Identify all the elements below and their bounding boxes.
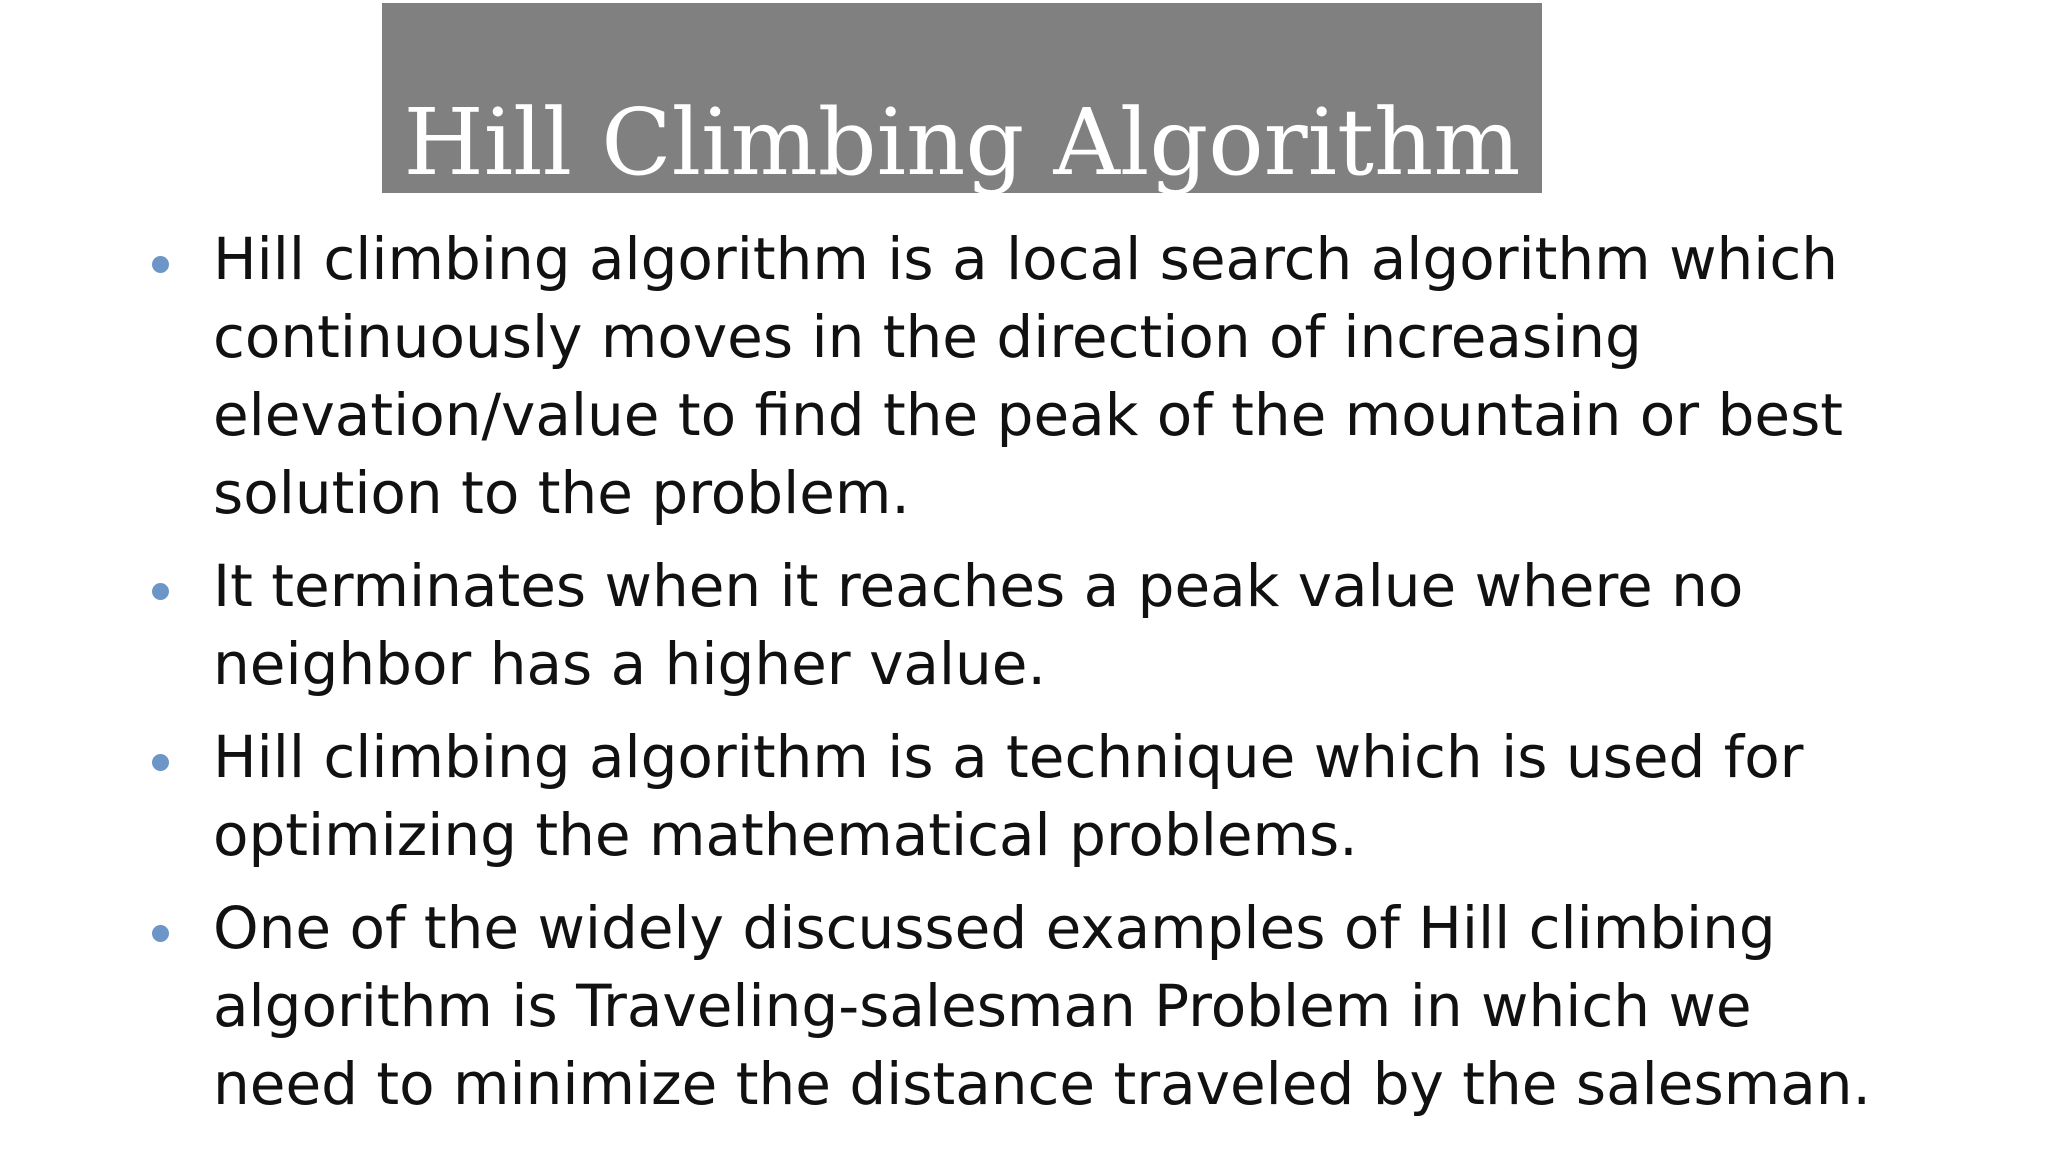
bullet-list [150, 220, 1890, 1138]
bullet-item [150, 547, 1890, 703]
bullet-item [150, 220, 1890, 532]
title-bar [382, 3, 1542, 196]
bullet-text: Hill climbing algorithm is a technique which is used for optimizing the mathematical problems. [213, 723, 1804, 869]
bullet-dot-icon [152, 925, 169, 942]
slide-title: Hill Climbing Algorithm [403, 89, 1521, 196]
bullet-dot-icon [152, 583, 169, 600]
bullet-dot-icon [152, 754, 169, 771]
bullet-text: Hill climbing algorithm is a local search algorithm which continuously moves in the direction of increasing elevation/value to find the peak of the mountain or best solution to the problem. [213, 225, 1844, 527]
bullet-text: One of the widely discussed examples of Hill climbing algorithm is Traveling-salesman Problem in which we need to minimize the distance traveled by the salesman. [213, 894, 1871, 1118]
bullet-item [150, 889, 1890, 1123]
bullet-item [150, 718, 1890, 874]
bullet-dot-icon [152, 256, 169, 273]
bullet-text: It terminates when it reaches a peak value where no neighbor has a higher value. [213, 552, 1744, 698]
